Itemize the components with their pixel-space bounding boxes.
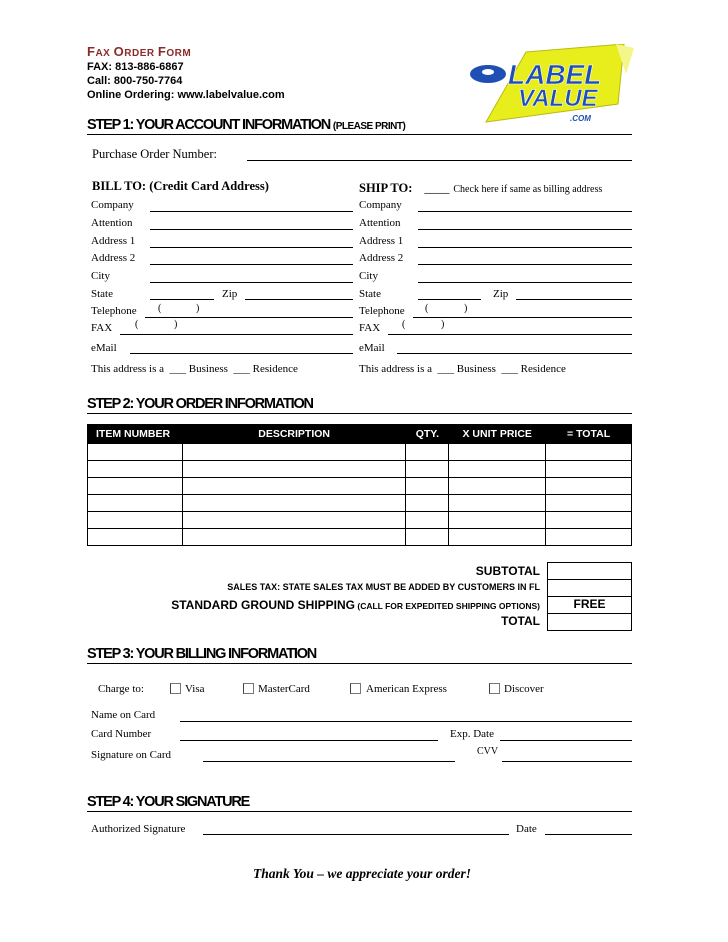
description-cell[interactable] [182, 512, 406, 529]
visa-label: Visa [185, 683, 205, 695]
bill-attention-label: Attention [91, 217, 133, 229]
grand-total-field[interactable] [547, 613, 632, 631]
item-number-cell[interactable] [88, 512, 183, 529]
ship-city-label: City [359, 270, 378, 282]
step4-divider [87, 811, 632, 812]
qty-cell[interactable] [406, 529, 449, 546]
call-number: Call: 800-750-7764 [87, 75, 183, 87]
unit-price-cell[interactable] [449, 512, 546, 529]
amex-label: American Express [366, 683, 447, 695]
discover-label: Discover [504, 683, 544, 695]
unit-price-cell[interactable] [449, 444, 546, 461]
ship-to-heading: SHIP TO: ____ Check here if same as billing address [359, 181, 603, 195]
total-cell[interactable] [546, 495, 632, 512]
thank-you-message: Thank You – we appreciate your order! [253, 866, 472, 881]
online-ordering: Online Ordering: www.labelvalue.com [87, 89, 285, 101]
mastercard-checkbox[interactable] [243, 683, 254, 694]
bill-company-label: Company [91, 199, 134, 211]
table-row [88, 444, 632, 461]
same-as-billing-check[interactable]: ____ [424, 181, 450, 195]
bill-company-field[interactable] [150, 211, 353, 212]
description-cell[interactable] [182, 478, 406, 495]
ship-phone-paren-open: ( [425, 303, 429, 314]
ship-telephone-label: Telephone [359, 305, 405, 317]
item-number-cell[interactable] [88, 478, 183, 495]
visa-checkbox[interactable] [170, 683, 181, 694]
authorized-signature-label: Authorized Signature [91, 823, 186, 835]
bill-fax-field[interactable] [120, 334, 353, 335]
ship-attention-field[interactable] [418, 229, 632, 230]
ship-address1-field[interactable] [418, 247, 632, 248]
unit-price-cell[interactable] [449, 529, 546, 546]
bill-address2-label: Address 2 [91, 252, 136, 264]
sales-tax-field[interactable] [547, 579, 632, 597]
bill-email-field[interactable] [130, 353, 353, 354]
labelvalue-logo [466, 44, 636, 128]
bill-fax-paren-close: ) [174, 319, 178, 330]
unit-price-cell[interactable] [449, 495, 546, 512]
shipping-value: FREE [547, 596, 632, 614]
bill-fax-label: FAX [91, 322, 113, 334]
amex-checkbox[interactable] [350, 683, 361, 694]
subtotal-label: SUBTOTAL [475, 564, 540, 578]
total-cell[interactable] [546, 529, 632, 546]
discover-checkbox[interactable] [489, 683, 500, 694]
exp-date-field[interactable] [500, 740, 632, 741]
bill-address2-field[interactable] [150, 264, 353, 265]
card-number-label: Card Number [91, 728, 152, 740]
table-row [88, 478, 632, 495]
qty-cell[interactable] [406, 461, 449, 478]
ship-company-label: Company [359, 199, 402, 211]
logo-text-value: VALUE [518, 85, 598, 112]
bill-phone-paren-close: ) [196, 303, 200, 314]
bill-telephone-label: Telephone [91, 305, 137, 317]
date-field[interactable] [545, 834, 632, 835]
bill-city-label: City [91, 270, 110, 282]
po-label: Purchase Order Number: [92, 147, 217, 161]
authorized-signature-field[interactable] [203, 834, 509, 835]
ship-fax-label: FAX [359, 322, 381, 334]
bill-telephone-field[interactable] [145, 317, 353, 318]
table-row [88, 512, 632, 529]
name-on-card-field[interactable] [180, 721, 632, 722]
total-cell[interactable] [546, 461, 632, 478]
col-qty: QTY. [406, 425, 449, 444]
signature-on-card-field[interactable] [203, 761, 455, 762]
total-label: TOTAL [501, 614, 540, 628]
unit-price-cell[interactable] [449, 461, 546, 478]
name-on-card-label: Name on Card [91, 709, 156, 721]
total-cell[interactable] [546, 478, 632, 495]
description-cell[interactable] [182, 461, 406, 478]
item-number-cell[interactable] [88, 444, 183, 461]
ship-fax-paren-close: ) [441, 319, 445, 330]
step4-title: STEP 4: YOUR SIGNATURE [87, 794, 250, 810]
ship-email-label: eMail [359, 342, 385, 354]
item-number-cell[interactable] [88, 461, 183, 478]
ship-zip-label: Zip [493, 288, 509, 300]
bill-city-field[interactable] [150, 282, 353, 283]
step3-divider [87, 663, 632, 664]
table-row [88, 495, 632, 512]
bill-zip-field[interactable] [245, 299, 353, 300]
bill-address1-label: Address 1 [91, 235, 136, 247]
item-number-cell[interactable] [88, 529, 183, 546]
form-title: FAX ORDER FORM [87, 44, 192, 59]
shipping-label: STANDARD GROUND SHIPPING (CALL FOR EXPEDITED SHIPPING OPTIONS) [171, 598, 540, 612]
qty-cell[interactable] [406, 444, 449, 461]
qty-cell[interactable] [406, 512, 449, 529]
subtotal-field[interactable] [547, 562, 632, 580]
qty-cell[interactable] [406, 495, 449, 512]
col-item-number: ITEM NUMBER [88, 425, 183, 444]
ship-attention-label: Attention [359, 217, 401, 229]
exp-date-label: Exp. Date [450, 728, 494, 740]
bill-state-field[interactable] [150, 299, 214, 300]
bill-email-label: eMail [91, 342, 117, 354]
cvv-label: CVV [477, 746, 499, 757]
col-description: DESCRIPTION [182, 425, 406, 444]
qty-cell[interactable] [406, 478, 449, 495]
ship-email-field[interactable] [397, 353, 632, 354]
item-number-cell[interactable] [88, 495, 183, 512]
total-cell[interactable] [546, 444, 632, 461]
unit-price-cell[interactable] [449, 478, 546, 495]
ship-address-type[interactable]: This address is a ___ Business ___ Residence [359, 363, 566, 375]
cvv-field[interactable] [502, 761, 632, 762]
table-row [88, 461, 632, 478]
step2-title: STEP 2: YOUR ORDER INFORMATION [87, 396, 313, 412]
signature-on-card-label: Signature on Card [91, 749, 172, 761]
bill-zip-label: Zip [222, 288, 238, 300]
step2-divider [87, 413, 632, 414]
date-label: Date [516, 823, 537, 835]
card-number-field[interactable] [180, 740, 438, 741]
po-number-field[interactable] [247, 160, 632, 161]
step1-divider [87, 134, 632, 135]
description-cell[interactable] [182, 444, 406, 461]
description-cell[interactable] [182, 529, 406, 546]
bill-phone-paren-open: ( [158, 303, 162, 314]
ship-address2-label: Address 2 [359, 252, 404, 264]
bill-address1-field[interactable] [150, 247, 353, 248]
ship-address1-label: Address 1 [359, 235, 404, 247]
ship-phone-paren-close: ) [464, 303, 468, 314]
bill-fax-paren-open: ( [135, 319, 139, 330]
col-unit-price: X UNIT PRICE [449, 425, 546, 444]
ship-state-label: State [359, 288, 381, 300]
table-row [88, 529, 632, 546]
order-table [87, 424, 632, 546]
step1-title: STEP 1: YOUR ACCOUNT INFORMATION (PLEASE PRINT) [87, 117, 406, 133]
bill-state-label: State [91, 288, 113, 300]
total-cell[interactable] [546, 512, 632, 529]
ship-address2-field[interactable] [418, 264, 632, 265]
ship-fax-field[interactable] [388, 334, 632, 335]
description-cell[interactable] [182, 495, 406, 512]
bill-to-heading: BILL TO: (Credit Card Address) [92, 179, 269, 193]
step3-title: STEP 3: YOUR BILLING INFORMATION [87, 646, 317, 662]
fax-number: FAX: 813-886-6867 [87, 61, 184, 73]
ship-telephone-field[interactable] [413, 317, 632, 318]
ship-company-field[interactable] [418, 211, 632, 212]
charge-to-label: Charge to: [98, 683, 144, 695]
ship-city-field[interactable] [418, 282, 632, 283]
mastercard-label: MasterCard [258, 683, 310, 695]
sales-tax-label: SALES TAX: STATE SALES TAX MUST BE ADDED BY CUSTOMERS IN FL [227, 582, 540, 592]
logo-text-com: .COM [570, 114, 591, 123]
logo-text-label: LABEL [508, 59, 602, 90]
order-table-header [88, 425, 632, 444]
ship-zip-field[interactable] [516, 299, 632, 300]
ship-state-field[interactable] [418, 299, 481, 300]
ship-fax-paren-open: ( [402, 319, 406, 330]
bill-address-type[interactable]: This address is a ___ Business ___ Residence [91, 363, 298, 375]
col-total: = TOTAL [546, 425, 632, 444]
bill-attention-field[interactable] [150, 229, 353, 230]
